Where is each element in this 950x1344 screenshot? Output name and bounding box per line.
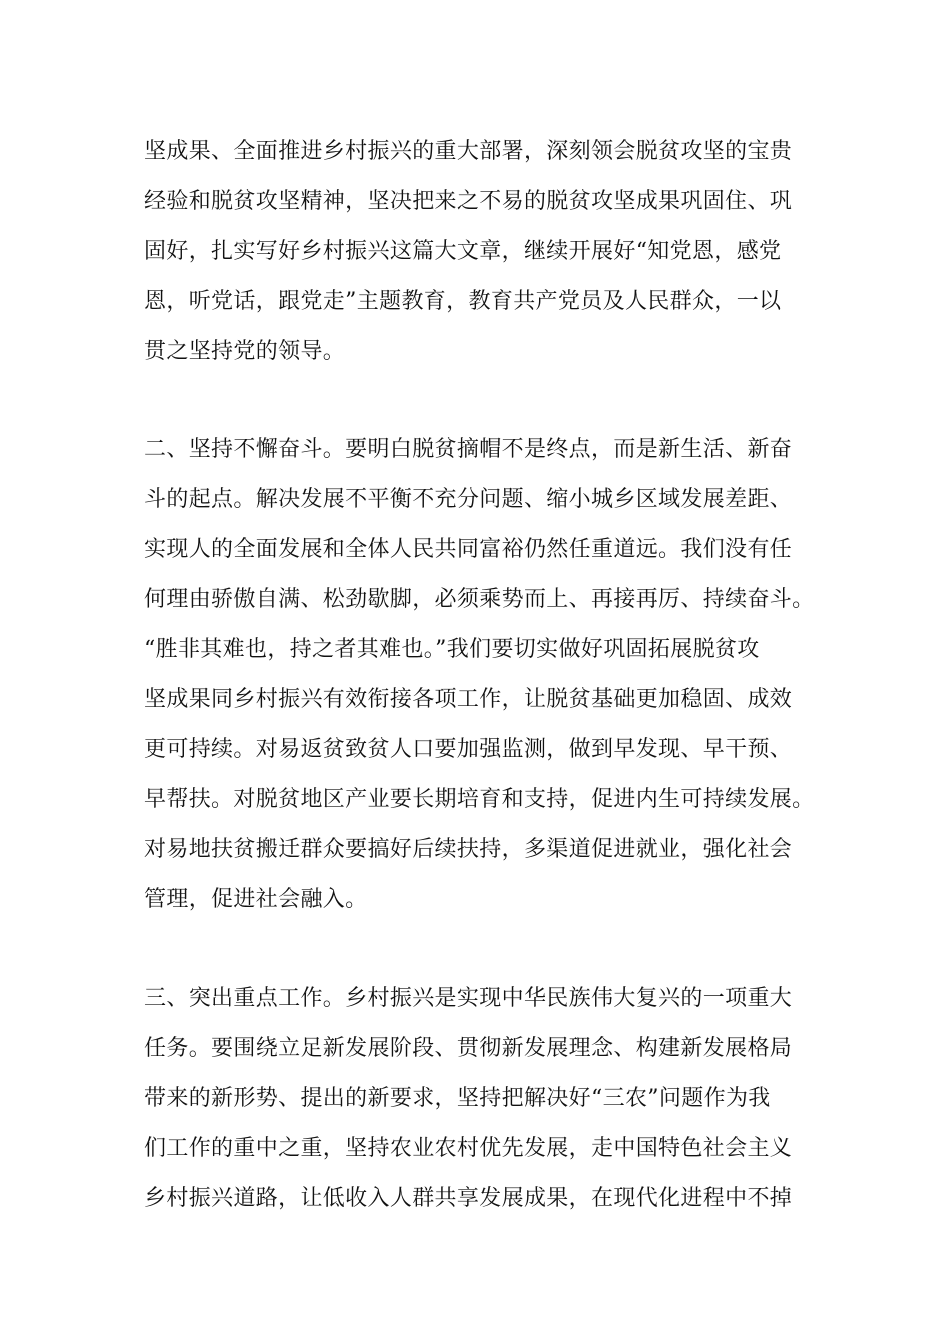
text-line: 经验和脱贫攻坚精神，坚决把来之不易的脱贫攻坚成果巩固住、巩 (144, 189, 793, 214)
text-line: 坚成果、全面推进乡村振兴的重大部署，深刻领会脱贫攻坚的宝贵 (144, 139, 793, 164)
text-line: 恩，听党话，跟党走”主题教育，教育共产党员及人民群众，一以 (144, 289, 782, 314)
text-line: 管理，促进社会融入。 (144, 887, 368, 912)
text-line: 贯之坚持党的领导。 (144, 339, 346, 364)
text-line: 对易地扶贫搬迁群众要搞好后续扶持，多渠道促进就业，强化社会 (144, 837, 793, 862)
text-line: 带来的新形势、提出的新要求，坚持把解决好“三农”问题作为我 (144, 1086, 771, 1111)
text-line: “胜非其难也，持之者其难也。”我们要切实做好巩固拓展脱贫攻 (144, 637, 760, 662)
text-line: 们工作的重中之重，坚持农业农村优先发展，走中国特色社会主义 (144, 1136, 793, 1161)
text-line: 实现人的全面发展和全体人民共同富裕仍然任重道远。我们没有任 (144, 537, 793, 562)
section-heading-line: 二、坚持不懈奋斗。要明白脱贫摘帽不是终点，而是新生活、新奋 (144, 437, 793, 462)
text-line: 固好，扎实写好乡村振兴这篇大文章，继续开展好“知党恩，感党 (144, 239, 782, 264)
section-heading-line: 三、突出重点工作。乡村振兴是实现中华民族伟大复兴的一项重大 (144, 986, 793, 1011)
text-line: 斗的起点。解决发展不平衡不充分问题、缩小城乡区域发展差距、 (144, 487, 793, 512)
text-line: 早帮扶。对脱贫地区产业要长期培育和支持，促进内生可持续发展。 (144, 787, 815, 812)
text-line: 何理由骄傲自满、松劲歇脚，必须乘势而上、再接再厉、持续奋斗。 (144, 587, 815, 612)
text-line: 更可持续。对易返贫致贫人口要加强监测，做到早发现、早干预、 (144, 737, 793, 762)
text-line: 乡村振兴道路，让低收入人群共享发展成果，在现代化进程中不掉 (144, 1186, 793, 1211)
text-line: 坚成果同乡村振兴有效衔接各项工作，让脱贫基础更加稳固、成效 (144, 687, 793, 712)
text-line: 任务。要围绕立足新发展阶段、贯彻新发展理念、构建新发展格局 (144, 1036, 793, 1061)
